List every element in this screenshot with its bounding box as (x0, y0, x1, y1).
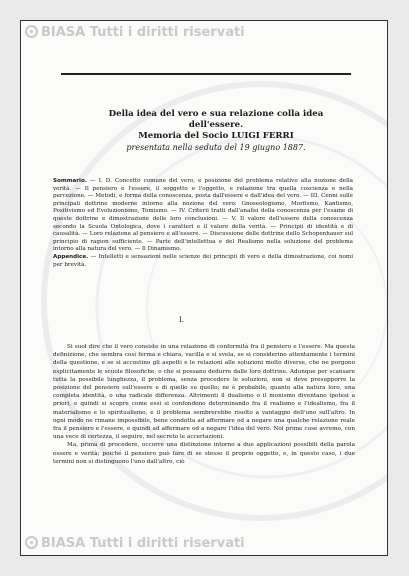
article-title-block (91, 109, 341, 153)
body-paragraph-2: Ma, prima di procedere, occorre una distinzione intorno a due applicazioni possibili della parola essere e verità; poiché il pensiero può fare di se stesso il proprio oggetto, e, in questo caso, i due termini non si distinguono l'uno dall'altro, ciò (53, 442, 355, 465)
document-page (20, 20, 388, 556)
appendix-lead: Appendice. (53, 253, 89, 260)
header-rule (61, 73, 351, 75)
author-name: LUIGI FERRI (231, 131, 294, 141)
summary-lead: Sommario. (53, 178, 87, 184)
appendix-paragraph (53, 254, 353, 269)
article-author-line (91, 131, 341, 142)
body-paragraph-1: Si suol dire che il vero consiste in una relazione di conformità fra il pensiero e l'essere. Ma questa definizione, che sembra così ferma e chiara, vacilla e si svela, se si considerino attentamente i termini della questione, e se si accostino gli aspetti e le relazioni alle soluzioni molto diverse, che ne porgono esplicitamente le scuole filosofiche, o che si possano dedurre dalle loro dottrine. Adunque per scansare tutta la possibile lunghezza, il problema, senza procedere le soluzioni, non si deve presupporre la posizione del pensiero sull'essere e di quello su quello; ne è probabile, quanto alla natura loro, una completa identità, o una radicale differenza. Altrimenti il dualismo o il monismo diventano ipotesi a priori, e quindi si scopre come essi si confondono determinando fra il realismo e l'idealismo, fra il materialismo e lo spiritualismo, e il problema sembrerebbe risolto a vantaggio dell'uno sull'altro. In ogni modo ne rimane impossibile, bene condotta ad affermare od a negare una qualche relazione reale fra il pensiero e l'essere, e quindi ad affermare od a negare l'idea del vero. Noi prime cose avremo, con una vece di certezza, il seguire, nel secreto le accertazioni. (53, 344, 355, 441)
appendix-text: — Intelletti e sensazioni nelle scienze dei principii di vero e della dimostrazione, coi nomi per brevità. (53, 253, 354, 268)
article-date: presentata nella seduta del 19 giugno 1887. (126, 143, 306, 152)
biasa-logo-icon-bottom (25, 536, 38, 549)
section-number: I. (179, 316, 184, 324)
biasa-logo-icon (25, 25, 38, 38)
watermark-top (25, 25, 387, 40)
watermark-bottom-text: BIASA Tutti i diritti riservati (41, 536, 245, 551)
author-prefix: Memoria del Socio (138, 131, 232, 141)
summary-block (53, 178, 353, 269)
summary-text: — I. D. Concetto comune del vero, e posizione del problema relativo alla nozione della verità. — Il pensiero e l'essere, il soggetto e l'oggetto, e relazione tra quella coscienza e nella percezione. — Metodi, e forma della conoscenza, posta dall'essere e dall'idea del vero. — III. Cenni sulle principali dottrine moderne intorno alla nozione del vero: Gnoseologismo, Morfismo, Kantismo, Positivismo ed Evoluzionismo, Tomismo. — IV. Criterii tratti dall'analisi della conoscenza per l'esame di queste dottrine e dimostrazione delle loro conclusioni. — V. Il valore dell'essere della conoscenza secondo la Scuola Ontologica, dove i caratteri e il valore della verità. — Principii di identità e di causalità. — Loro relazione al pensiero e all'essere. — Discussione delle dottrine dello Schopenhauer sul principio di ragion sufficiente. — Parte dell'intellettua e del Realismo nella soluzione del problema intorno alla natura del vero. — Il Dinamismo. (53, 178, 354, 253)
article-title: Della idea del vero e sua relazione colla idea dell'essere. (108, 109, 324, 130)
summary-paragraph (53, 178, 353, 254)
watermark-top-text: BIASA Tutti i diritti riservati (41, 25, 245, 40)
watermark-bottom (25, 536, 387, 551)
body-text (53, 343, 355, 466)
